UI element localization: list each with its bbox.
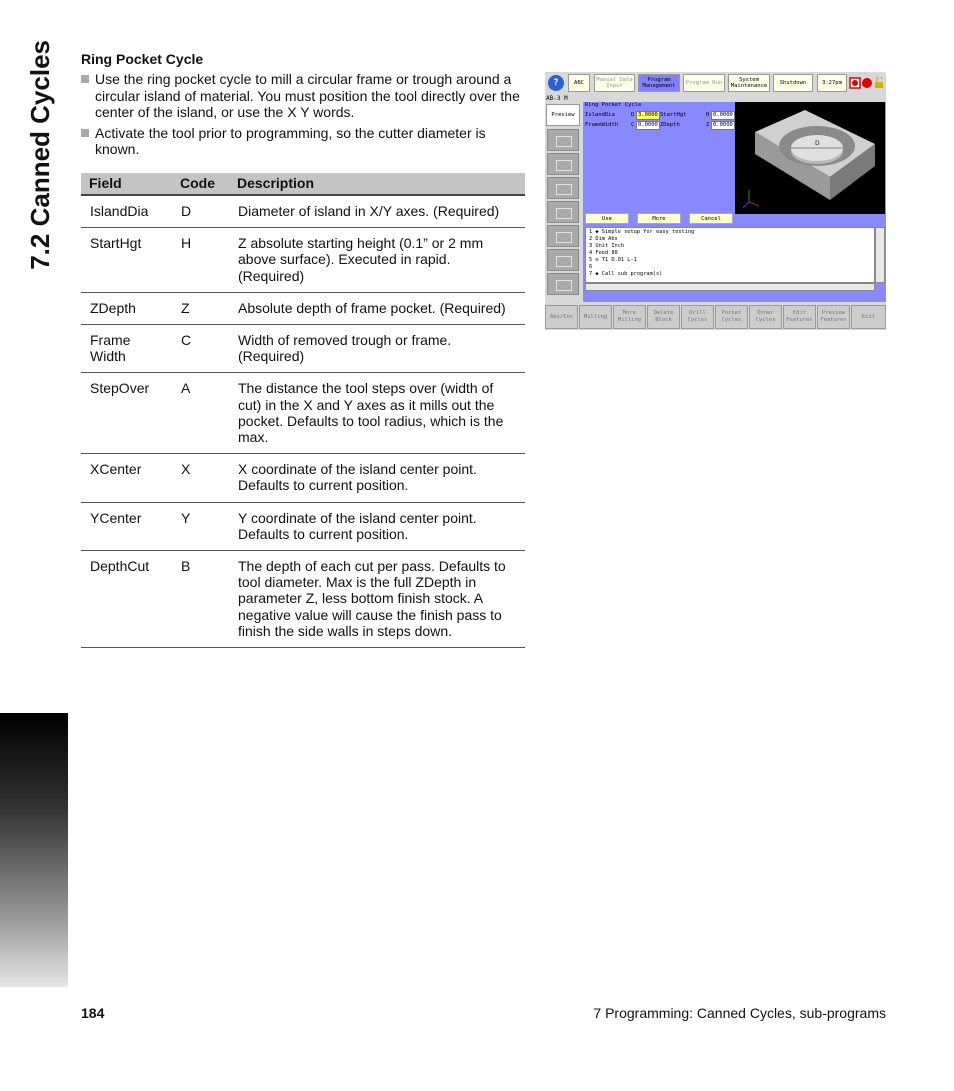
cell-code: Y	[172, 502, 229, 550]
program-line: 2 Dim Abs	[589, 236, 618, 242]
use-button[interactable]: Use	[585, 213, 629, 224]
program-line: 6	[589, 264, 593, 270]
cell-field: StepOver	[81, 373, 172, 454]
header-field: Field	[81, 173, 172, 195]
form-title: Ring Pocket Cycle	[585, 102, 642, 108]
program-line: 4 Feed 80	[589, 250, 618, 256]
table-row	[81, 292, 525, 324]
field-table	[81, 173, 525, 648]
side-tab: 7.2 Canned Cycles	[25, 40, 55, 270]
table-header-row	[81, 173, 525, 195]
fk-preview-features: Preview Features	[817, 305, 850, 329]
square-bullet-icon	[81, 129, 89, 137]
bullet-list	[81, 71, 525, 162]
cell-code: A	[172, 373, 229, 454]
toolbar-manual-data-input: Manual Data Input	[594, 74, 635, 92]
vertical-scrollbar[interactable]	[875, 227, 885, 283]
cell-field: StartHgt	[81, 228, 172, 293]
section-heading: Ring Pocket Cycle	[81, 51, 204, 67]
left-icon	[547, 201, 579, 223]
cell-field: Frame Width	[81, 325, 172, 373]
header-description: Description	[229, 173, 525, 195]
cell-description: Z absolute starting height (0.1” or 2 mm above surface). Executed in rapid. (Required)	[229, 228, 525, 293]
cell-code: X	[172, 454, 229, 502]
cell-description: Diameter of island in X/Y axes. (Required)	[229, 195, 525, 228]
dimension-label: D	[815, 140, 820, 147]
cancel-button[interactable]: Cancel	[689, 213, 733, 224]
program-listing	[585, 227, 875, 283]
cell-description: Y coordinate of the island center point. Defaults to current position.	[229, 502, 525, 550]
cell-description: Width of removed trough or frame. (Required)	[229, 325, 525, 373]
program-line: 5 ⊙ T1 D.01 L-1	[589, 257, 637, 263]
estop-dot-icon	[852, 80, 858, 86]
field-label: FrameWidth	[585, 122, 619, 128]
table-row	[81, 228, 525, 293]
cell-description: The distance the tool steps over (width of cut) in the X and Y axes as it mills out the pocket. Defaults to tool radius, which is the max.	[229, 373, 525, 454]
unlock-icon	[875, 82, 883, 88]
toolbar-abc: ABC	[568, 74, 590, 92]
zdepth-input: 0.0000	[713, 122, 733, 128]
dro-screenshot	[545, 72, 886, 330]
more-button[interactable]: More	[637, 213, 681, 224]
field-label: IslandDia	[585, 112, 615, 118]
fk-pocket-cycles: Pocket Cycles	[715, 305, 748, 329]
cell-field: XCenter	[81, 454, 172, 502]
left-icon	[547, 129, 579, 151]
horizontal-scrollbar[interactable]	[585, 283, 875, 291]
preview-tab: Preview	[546, 104, 580, 126]
island-dia-input: 3.0000	[638, 112, 658, 118]
table-row	[81, 195, 525, 228]
fk-more-milling: More Milling	[613, 305, 646, 329]
table-row	[81, 325, 525, 373]
left-icon	[547, 177, 579, 199]
cell-code: D	[172, 195, 229, 228]
table-row	[81, 373, 525, 454]
status-icons	[849, 77, 885, 89]
field-code: D	[631, 112, 635, 118]
square-bullet-icon	[81, 75, 89, 83]
fk-edit-features: Edit Features	[783, 305, 816, 329]
mode-label: AB-3 M	[546, 95, 568, 102]
left-icon	[547, 225, 579, 247]
cell-code: C	[172, 325, 229, 373]
left-icon	[547, 153, 579, 175]
fk-milling: Milling	[579, 305, 612, 329]
fk-drill-cycles: Drill Cycles	[681, 305, 714, 329]
program-line: 7 ◆ Call sub program(s)	[589, 271, 663, 277]
left-icon	[547, 273, 579, 295]
cell-code: H	[172, 228, 229, 293]
cell-description: X coordinate of the island center point. Defaults to current position.	[229, 454, 525, 502]
fk-delete-block: Delete Block	[647, 305, 680, 329]
toolbar-program-management: Program Management	[638, 74, 680, 92]
field-code: Z	[706, 122, 710, 128]
3d-preview	[735, 102, 885, 214]
cell-description: The depth of each cut per pass. Defaults to tool diameter. Max is the full ZDepth in parameter Z, less bottom finish stock. A negative value will cause the finish pass to finish the side walls in steps down.	[229, 551, 525, 648]
page-number: 184	[81, 1005, 105, 1021]
table-row	[81, 502, 525, 550]
fk-exit: Exit	[851, 305, 886, 329]
field-code: C	[631, 122, 635, 128]
toolbar-shutdown: Shutdown	[773, 74, 813, 92]
table-row	[81, 454, 525, 502]
start-hgt-input: 0.0000	[713, 112, 733, 118]
field-label: StartHgt	[660, 112, 687, 118]
cell-field: ZDepth	[81, 292, 172, 324]
program-line: 1 ◆ Simple setup for easy testing	[589, 229, 695, 235]
cell-code: Z	[172, 292, 229, 324]
cell-field: IslandDia	[81, 195, 172, 228]
left-icon	[547, 249, 579, 271]
cell-description: Absolute depth of frame pocket. (Required)	[229, 292, 525, 324]
program-line: 3 Unit Inch	[589, 243, 625, 249]
cell-code: B	[172, 551, 229, 648]
side-gradient-bar	[0, 713, 68, 987]
fk-abs-inc: Abs/Inc	[545, 305, 578, 329]
header-code: Code	[172, 173, 229, 195]
table-row	[81, 551, 525, 648]
ring-pocket-render	[735, 102, 885, 214]
toolbar-program-run: Program Run	[683, 74, 725, 92]
clock: 3:27pm	[817, 74, 847, 92]
bullet-item: Use the ring pocket cycle to mill a circular frame or trough around a circular island of material. You must position the tool directly over the center of the island, or use the X Y words.	[81, 71, 525, 121]
chapter-title: 7 Programming: Canned Cycles, sub-programs	[593, 1005, 886, 1021]
help-icon: ?	[548, 75, 564, 91]
cell-field: DepthCut	[81, 551, 172, 648]
red-status-icon	[862, 78, 872, 88]
field-label: ZDepth	[660, 122, 680, 128]
frame-width-input: 0.0000	[638, 122, 658, 128]
fk-other-cycles: Other Cycles	[749, 305, 782, 329]
bullet-item: Activate the tool prior to programming, so the cutter diameter is known.	[81, 125, 525, 158]
field-code: H	[706, 112, 710, 118]
cell-field: YCenter	[81, 502, 172, 550]
toolbar-system-maintenance: System Maintenance	[728, 74, 770, 92]
